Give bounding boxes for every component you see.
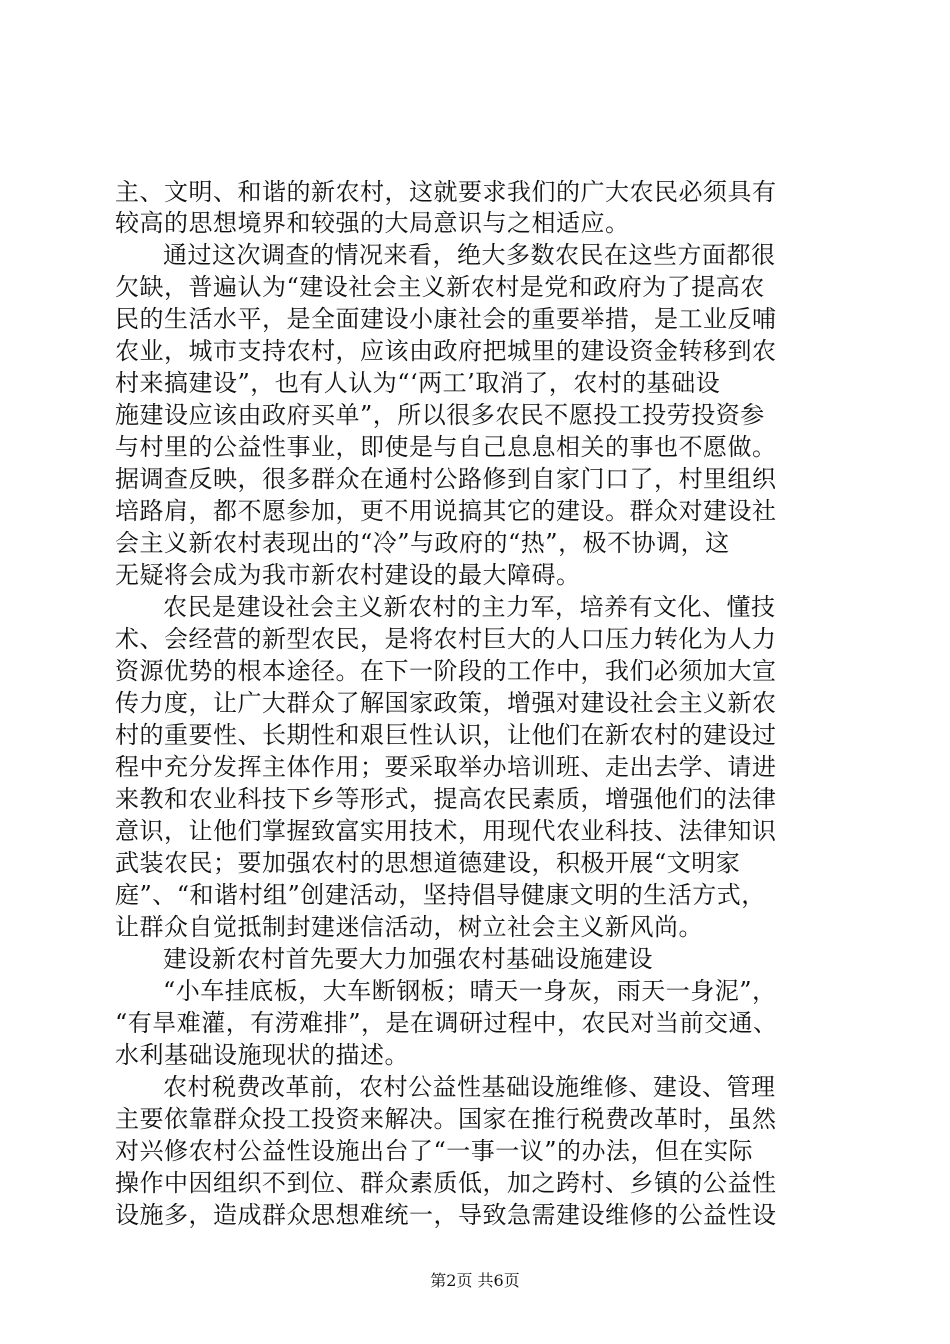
text-line: 与村里的公益性事业，即使是与自己息息相关的事也不愿做。 [115,433,777,461]
paragraph-start-line: “小车挂底板，大车断钢板；晴天一身灰，雨天一身泥”， [163,977,777,1005]
text-line: 村的重要性、长期性和艰巨性认识，让他们在新农村的建设过 [115,721,777,749]
text-line: “有旱难灌，有涝难排”，是在调研过程中，农民对当前交通、 [115,1009,778,1037]
text-line: 程中充分发挥主体作用；要采取举办培训班、走出去学、请进 [115,753,777,781]
section-heading: 建设新农村首先要大力加强农村基础设施建设 [163,945,653,973]
text-line: 让群众自觉抵制封建迷信活动，树立社会主义新风尚。 [115,913,703,941]
text-line: 主要依靠群众投工投资来解决。国家在推行税费改革时，虽然 [115,1105,777,1133]
text-line: 传力度，让广大群众了解国家政策，增强对建设社会主义新农 [115,689,777,717]
text-line: 村来搞建设”，也有人认为“‘两工’取消了，农村的基础设 [115,369,721,397]
text-line: 民的生活水平，是全面建设小康社会的重要举措，是工业反哺 [115,305,777,333]
text-line: 较高的思想境界和较强的大局意识与之相适应。 [115,209,630,237]
page-number-footer: 第2页 共6页 [430,1271,520,1290]
text-line: 操作中因组织不到位、群众素质低，加之跨村、乡镇的公益性 [115,1169,777,1197]
text-line: 来教和农业科技下乡等形式，提高农民素质，增强他们的法律 [115,785,777,813]
text-line: 设施多，造成群众思想难统一，导致急需建设维修的公益性设 [115,1201,777,1229]
text-line: 培路肩，都不愿参加，更不用说搞其它的建设。群众对建设社 [115,497,777,525]
text-line: 会主义新农村表现出的“冷”与政府的“热”，极不协调，这 [115,529,730,557]
text-line: 施建设应该由政府买单”，所以很多农民不愿投工投劳投资参 [115,401,765,429]
paragraph-start-line: 农民是建设社会主义新农村的主力军，培养有文化、懂技 [163,593,776,621]
text-line: 欠缺，普遍认为“建设社会主义新农村是党和政府为了提高农 [115,273,765,301]
text-line: 无疑将会成为我市新农村建设的最大障碍。 [115,561,581,589]
text-line: 术、会经营的新型农民，是将农村巨大的人口压力转化为人力 [115,625,777,653]
text-line: 意识，让他们掌握致富实用技术，用现代农业科技、法律知识 [115,817,777,845]
paragraph-start-line: 通过这次调查的情况来看，绝大多数农民在这些方面都很 [163,241,776,269]
text-line: 对兴修农村公益性设施出台了“一事一议”的办法，但在实际 [115,1137,754,1165]
paragraph-start-line: 农村税费改革前，农村公益性基础设施维修、建设、管理 [163,1073,776,1101]
text-line: 水利基础设施现状的描述。 [115,1041,409,1069]
text-line: 农业，城市支持农村，应该由政府把城里的建设资金转移到农 [115,337,777,365]
text-line: 资源优势的根本途径。在下一阶段的工作中，我们必须加大宣 [115,657,777,685]
text-line: 据调查反映，很多群众在通村公路修到自家门口了，村里组织 [115,465,777,493]
text-line: 庭”、“和谐村组”创建活动，坚持倡导健康文明的生活方式， [115,881,766,909]
text-line: 主、文明、和谐的新农村，这就要求我们的广大农民必须具有 [115,178,777,206]
text-line: 武装农民；要加强农村的思想道德建设，积极开展“文明家 [115,849,741,877]
